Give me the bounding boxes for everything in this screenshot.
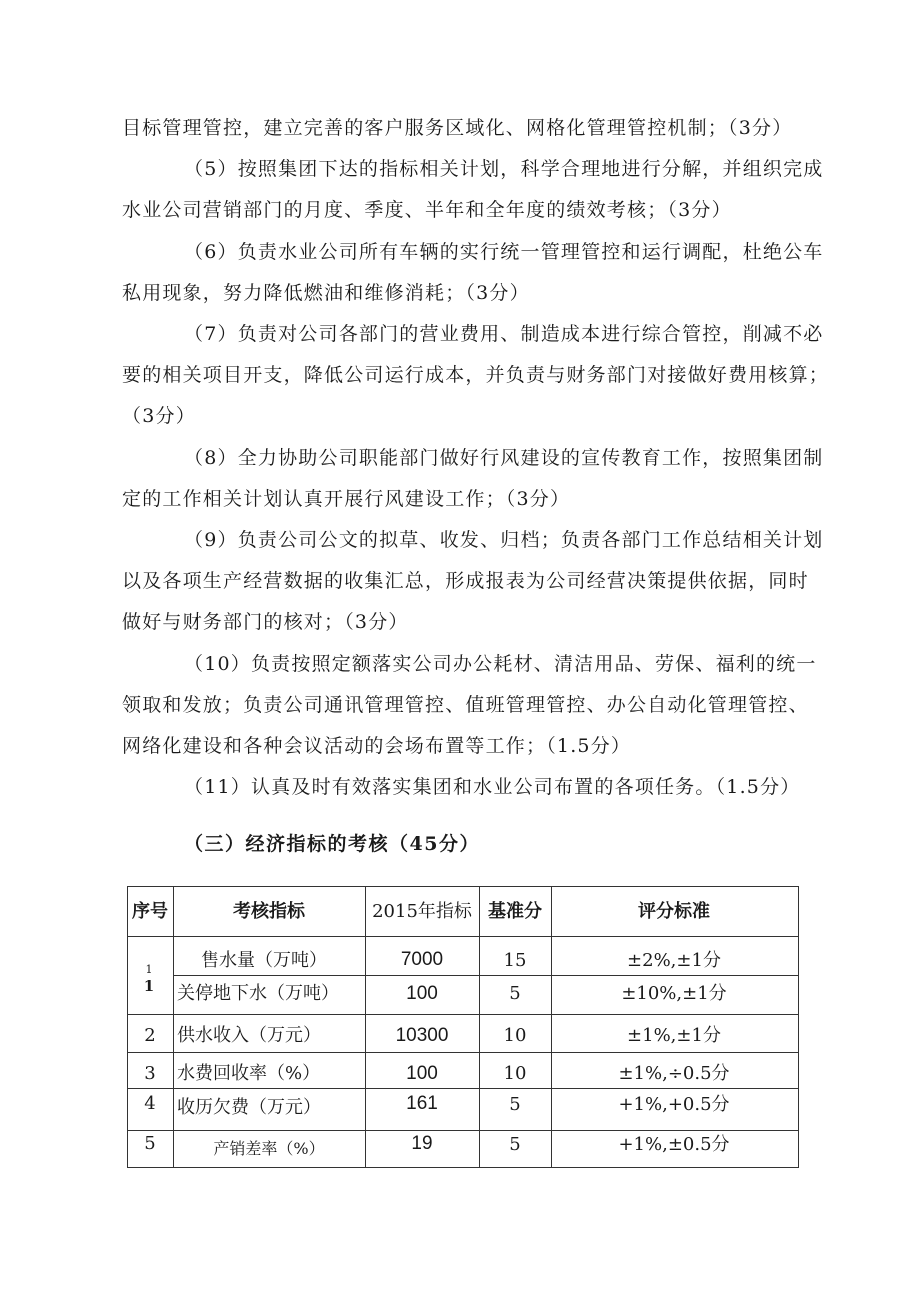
paragraph-line: 网络化建设和各种会议活动的会场布置等工作；（1.5分） — [122, 735, 632, 757]
table-cell-target: 100 — [406, 1063, 438, 1084]
paragraph-line: 私用现象，努力降低燃油和维修消耗；（3分） — [122, 282, 530, 304]
paragraph-line: （6）负责水业公司所有车辆的实行统一管理管控和运行调配，杜绝公车 — [184, 241, 824, 263]
table-cell-base: 5 — [509, 1134, 521, 1155]
table-cell-target: 161 — [406, 1093, 438, 1114]
paragraph-line: （8）全力协助公司职能部门做好行风建设的宣传教育工作，按照集团制 — [184, 447, 824, 469]
table-rule — [127, 886, 128, 1168]
paragraph-line: （3分） — [122, 405, 196, 427]
paragraph-line: （11）认真及时有效落实集团和水业公司布置的各项任务。（1.5分） — [184, 776, 801, 798]
header-standard: 评分标准 — [638, 901, 710, 922]
table-cell-standard: +1%,±0.5分 — [618, 1134, 730, 1155]
table-cell-base: 10 — [503, 1025, 527, 1046]
table-cell-standard: ±1%,±1分 — [627, 1025, 721, 1046]
table-cell-standard: ±2%,±1分 — [627, 950, 721, 971]
table-rule — [127, 1052, 799, 1053]
section-heading: （三）经济指标的考核（45分） — [184, 833, 480, 855]
table-cell-target: 10300 — [395, 1025, 449, 1046]
paragraph-line: 领取和发放；负责公司通讯管理管控、值班管理管控、办公自动化管理管控、 — [122, 694, 809, 716]
paragraph-line: 定的工作相关计划认真开展行风建设工作；（3分） — [122, 488, 571, 510]
table-rule — [173, 975, 799, 976]
table-cell-standard: +1%,+0.5分 — [618, 1094, 730, 1115]
table-cell-base: 15 — [503, 950, 527, 971]
row-number: 1 — [143, 977, 155, 995]
table-cell-base: 5 — [509, 1094, 521, 1115]
table-rule — [127, 936, 799, 937]
table-cell-base: 10 — [503, 1063, 527, 1084]
paragraph-line: （10）负责按照定额落实公司办公耗材、清洁用品、劳保、福利的统一 — [184, 653, 817, 675]
economic-indicator-table — [127, 886, 799, 1168]
header-target: 2015年指标 — [372, 901, 472, 922]
table-cell-target: 7000 — [400, 949, 444, 970]
table-rule — [127, 1014, 799, 1015]
paragraph-line: （9）负责公司公文的拟草、收发、归档；负责各部门工作总结相关计划 — [184, 529, 824, 551]
table-rule — [365, 886, 366, 1168]
paragraph-line: 以及各项生产经营数据的收集汇总，形成报表为公司经营决策提供依据，同时 — [122, 570, 809, 592]
table-cell-no: 5 — [144, 1133, 156, 1154]
paragraph-line: 水业公司营销部门的月度、季度、半年和全年度的绩效考核；（3分） — [122, 199, 732, 221]
header-base: 基准分 — [488, 901, 542, 922]
table-rule — [127, 886, 799, 887]
table-cell-no: 2 — [144, 1025, 156, 1046]
table-cell-base: 5 — [509, 983, 521, 1004]
table-cell-indicator: 水费回收率（%） — [177, 1063, 321, 1084]
paragraph-line: 要的相关项目开支，降低公司运行成本，并负责与财务部门对接做好费用核算； — [122, 364, 830, 386]
table-rule — [551, 886, 552, 1168]
table-cell-no: 3 — [144, 1063, 156, 1084]
table-cell-target: 19 — [411, 1133, 433, 1154]
row-number-mark: 1 — [145, 963, 153, 976]
table-cell-indicator: 售水量（万吨） — [201, 950, 327, 971]
table-cell-standard: ±1%,÷0.5分 — [618, 1063, 730, 1084]
table-cell-target: 100 — [406, 983, 438, 1004]
paragraph-line: （5）按照集团下达的指标相关计划，科学合理地进行分解，并组织完成 — [184, 158, 824, 180]
paragraph-line: （7）负责对公司各部门的营业费用、制造成本进行综合管控，削减不必 — [184, 323, 824, 345]
table-rule — [479, 886, 480, 1168]
table-cell-standard: ±10%,±1分 — [621, 983, 727, 1004]
paragraph-line: 做好与财务部门的核对；（3分） — [122, 611, 409, 633]
table-rule — [127, 1088, 799, 1089]
table-rule — [798, 886, 799, 1168]
header-no: 序号 — [132, 901, 168, 922]
table-cell-indicator: 产销差率（%） — [213, 1139, 325, 1158]
table-cell-indicator: 收历欠费（万元） — [177, 1097, 321, 1118]
table-rule — [127, 1167, 799, 1168]
table-cell-indicator: 供水收入（万元） — [177, 1025, 321, 1046]
table-cell-indicator: 关停地下水（万吨） — [177, 983, 339, 1004]
header-indicator: 考核指标 — [233, 901, 305, 922]
table-rule — [127, 1130, 799, 1131]
table-rule — [173, 886, 174, 1168]
table-cell-no: 4 — [144, 1093, 156, 1114]
paragraph-line: 目标管理管控，建立完善的客户服务区域化、网格化管理管控机制；（3分） — [122, 117, 793, 139]
